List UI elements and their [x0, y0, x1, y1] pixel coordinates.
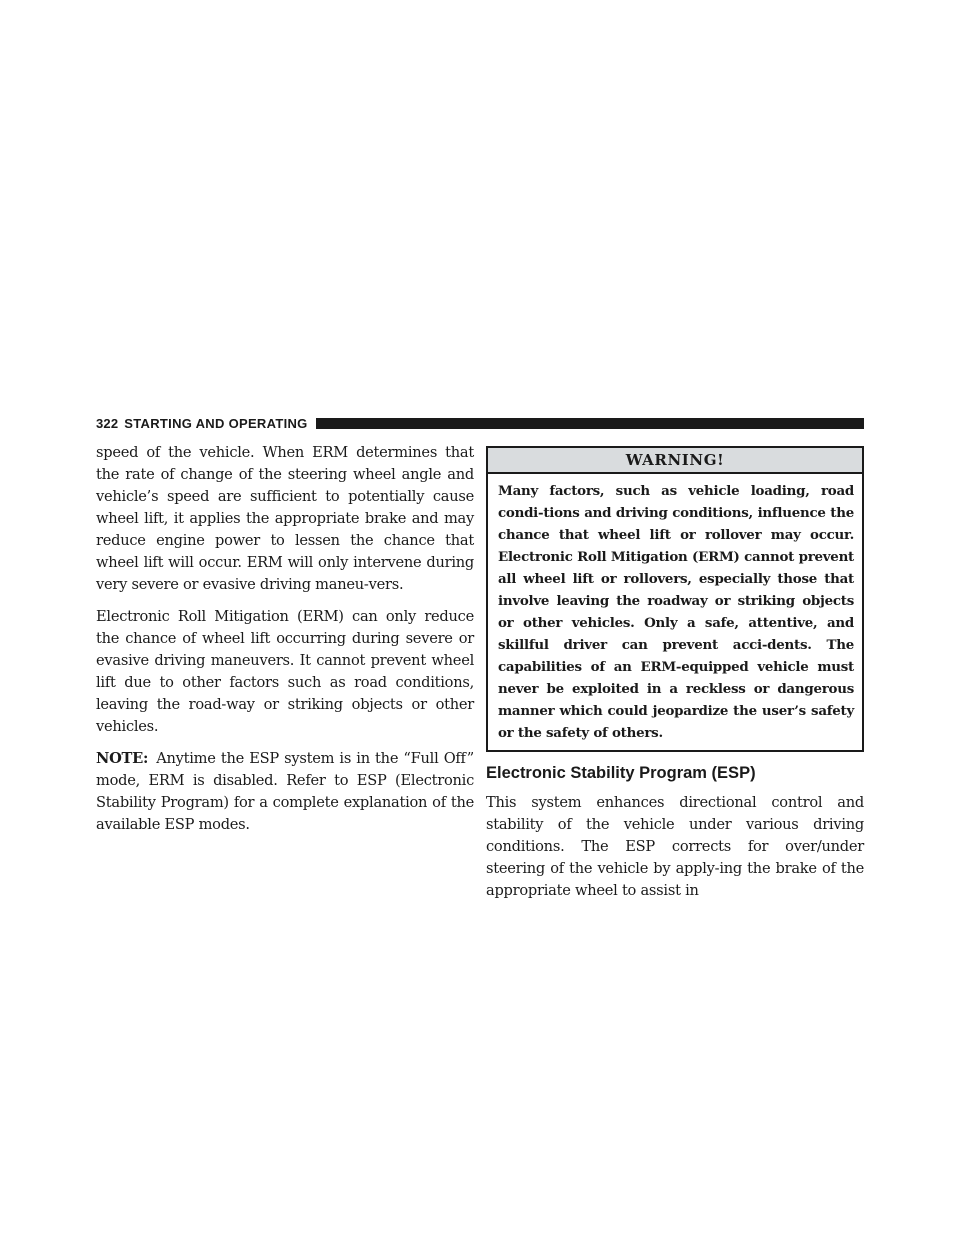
- esp-paragraph-1: This system enhances directional control and stability of the vehicle under various driving conditions. The ESP corrects for over/under steering of the vehicle by apply-ing the brake of the appropriate wheel to assist in: [486, 794, 864, 899]
- note-text: Anytime the ESP system is in the “Full Off” mode, ERM is disabled. Refer to ESP (Electronic Stability Program) for a complete explanation of the available ESP modes.: [96, 750, 474, 833]
- erm-paragraph-2: Electronic Roll Mitigation (ERM) can only reduce the chance of wheel lift occurring during severe or evasive driving maneuvers. It cannot prevent wheel lift due to other factors such as road conditions, leaving the road-way or striking objects or other vehicles.: [96, 608, 474, 735]
- right-column: [486, 446, 864, 912]
- note-label: NOTE:: [96, 750, 149, 767]
- page-number: 322: [96, 415, 119, 431]
- warning-title: WARNING!: [488, 448, 862, 474]
- section-title: STARTING AND OPERATING: [124, 415, 308, 431]
- warning-box: [486, 446, 864, 752]
- left-column: [96, 442, 474, 846]
- warning-text: Many factors, such as vehicle loading, road condi-tions and driving conditions, influence the chance that wheel lift or rollover may occur. Electronic Roll Mitigation (ERM) cannot prevent all wheel lift or rollovers, especially those that involve leaving the roadway or striking objects or other vehicles. Only a safe, attentive, and skillful driver can prevent acci-dents. The capabilities of an ERM-equipped vehicle must never be exploited in a reckless or dangerous manner which could jeopardize the user’s safety or the safety of others.: [498, 483, 854, 741]
- esp-heading: Electronic Stability Program (ESP): [486, 764, 756, 782]
- header-rule: [316, 418, 864, 429]
- erm-paragraph-1: speed of the vehicle. When ERM determines that the rate of change of the steering wheel angle and vehicle’s speed are sufficient to potentially cause wheel lift, it applies the appropriate brake and may reduce engine power to lessen the chance that wheel lift will occur. ERM will only intervene during very severe or evasive driving maneu-vers.: [96, 444, 474, 593]
- page-header: [96, 412, 864, 434]
- note-paragraph: [96, 748, 474, 836]
